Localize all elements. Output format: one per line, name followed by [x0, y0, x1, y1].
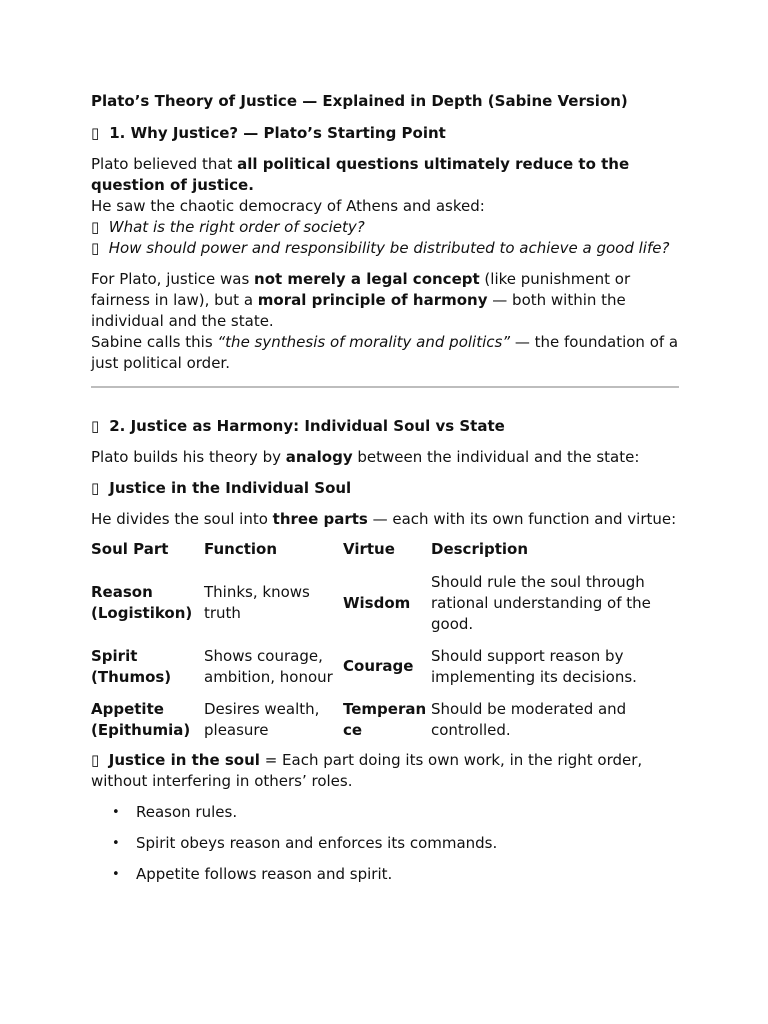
function-cell: Desires wealth, pleasure: [204, 699, 320, 739]
header-soul-part: Soul Part: [91, 540, 169, 558]
virtue-cell: Courage: [343, 657, 414, 675]
soul-order-list: [91, 802, 679, 885]
soul-parts-table: [91, 539, 681, 741]
header-virtue: Virtue: [343, 540, 395, 558]
justice-definition-paragraph: For Plato, justice was not merely a legal concept (like punishment or fairness in law), but a moral principle of harmony — both within the individual and the state.: [91, 270, 631, 330]
section-1-intro: Plato believed that all political questions ultimately reduce to the question of justice.: [91, 155, 630, 194]
question-2: ▯ How should power and responsibility be distributed to achieve a good life?: [91, 239, 670, 257]
bullet-icon: •: [112, 867, 120, 882]
square-glyph-icon: ▯: [91, 751, 100, 769]
description-cell: Should support reason by implementing its decisions.: [431, 646, 637, 686]
document-title: Plato’s Theory of Justice — Explained in Depth (Sabine Version): [91, 92, 628, 110]
header-description: Description: [431, 540, 529, 558]
function-cell: Thinks, knows truth: [204, 583, 310, 622]
three-parts-paragraph: He divides the soul into three parts — each with its own function and virtue:: [91, 510, 677, 528]
soul-part-cell: Appetite (Epithumia): [91, 699, 191, 739]
analogy-paragraph: Plato builds his theory by analogy between the individual and the state:: [91, 448, 640, 466]
list-item: • Reason rules.: [112, 803, 238, 821]
square-glyph-icon: ▯: [91, 218, 100, 236]
function-cell: Shows courage, ambition, honour: [204, 646, 333, 686]
header-function: Function: [204, 540, 278, 558]
square-glyph-icon: ▯: [91, 417, 100, 435]
table-row: [91, 688, 681, 741]
section-1-heading: ▯ 1. Why Justice? — Plato’s Starting Point: [91, 124, 446, 142]
table-row: [91, 635, 681, 688]
description-cell: Should rule the soul through rational understanding of the good.: [431, 572, 651, 633]
virtue-cell: Wisdom: [343, 593, 411, 612]
sabine-quote-paragraph: Sabine calls this “the synthesis of morality and politics” — the foundation of a just political order.: [91, 333, 679, 372]
soul-subheading: ▯ Justice in the Individual Soul: [91, 479, 352, 497]
square-glyph-icon: ▯: [91, 124, 100, 142]
table-header-row: [91, 539, 681, 571]
section-1-athens-line: He saw the chaotic democracy of Athens and asked:: [91, 197, 485, 215]
table-row: [91, 571, 681, 635]
document-body: [91, 91, 679, 895]
justice-in-soul-paragraph: ▯ Justice in the soul = Each part doing its own work, in the right order, without interfering in others’ roles.: [91, 751, 643, 790]
section-divider: [91, 386, 679, 388]
section-2-heading: ▯ 2. Justice as Harmony: Individual Soul vs State: [91, 417, 505, 435]
question-1: ▯ What is the right order of society?: [91, 218, 365, 236]
bullet-icon: •: [112, 805, 120, 820]
soul-part-cell: Reason (Logistikon): [91, 583, 193, 622]
soul-part-cell: Spirit (Thumos): [91, 646, 172, 686]
virtue-cell: Temperance: [343, 699, 427, 739]
list-item: • Appetite follows reason and spirit.: [112, 865, 393, 883]
square-glyph-icon: ▯: [91, 239, 100, 257]
bullet-icon: •: [112, 836, 120, 851]
square-glyph-icon: ▯: [91, 479, 100, 497]
description-cell: Should be moderated and controlled.: [431, 699, 627, 739]
list-item: • Spirit obeys reason and enforces its commands.: [112, 834, 498, 852]
